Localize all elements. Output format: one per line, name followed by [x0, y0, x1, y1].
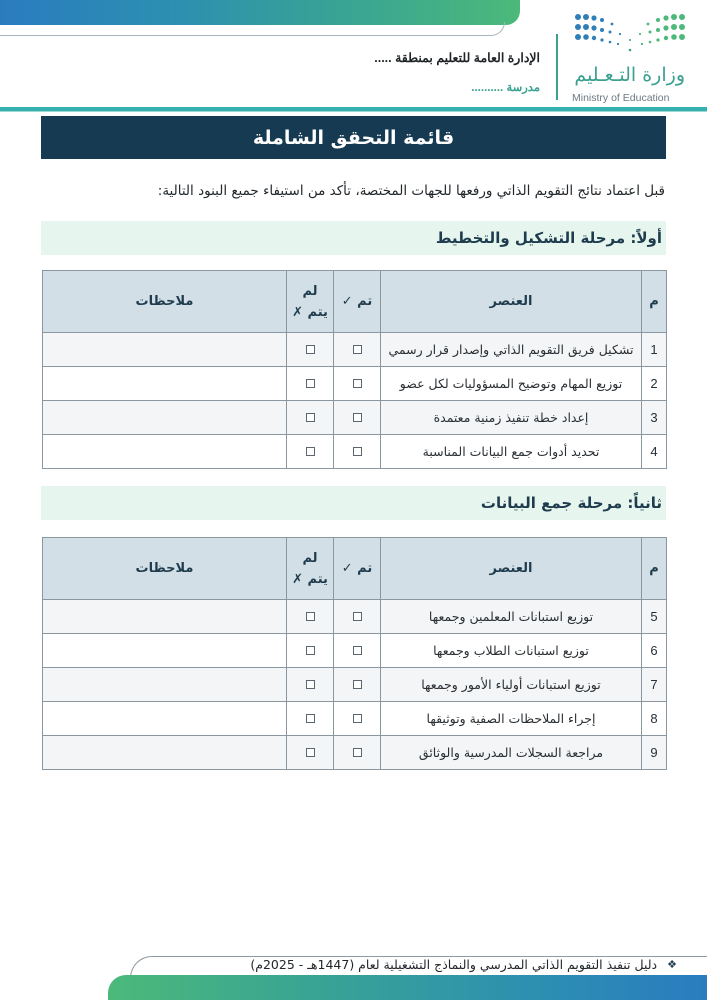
education-administration-label: الإدارة العامة للتعليم بمنطقة .....: [374, 51, 540, 65]
header-notes: ملاحظات: [43, 538, 287, 600]
done-checkbox[interactable]: [353, 646, 362, 655]
not-done-checkbox[interactable]: [306, 714, 315, 723]
not-done-checkbox[interactable]: [306, 379, 315, 388]
header-num: م: [642, 538, 667, 600]
done-checkbox[interactable]: [353, 447, 362, 456]
row-item: توزيع استبانات المعلمين وجمعها: [381, 600, 642, 634]
table-row: [43, 668, 667, 702]
not-done-checkbox[interactable]: [306, 646, 315, 655]
checklist-table-planning: [42, 270, 667, 469]
header-num: م: [642, 271, 667, 333]
footer-text: دليل تنفيذ التقويم الذاتي المدرسي والنماذج التشغيلية لعام (1447هـ - 2025م): [250, 957, 658, 972]
header-item: العنصر: [381, 271, 642, 333]
row-number: 8: [642, 702, 667, 736]
not-done-cell[interactable]: [287, 600, 334, 634]
header-not-done-line1: لم: [302, 550, 318, 566]
not-done-checkbox[interactable]: [306, 413, 315, 422]
done-checkbox[interactable]: [353, 379, 362, 388]
done-cell[interactable]: [334, 736, 381, 770]
row-number: 9: [642, 736, 667, 770]
row-item: مراجعة السجلات المدرسية والوثائق: [381, 736, 642, 770]
intro-paragraph: قبل اعتماد نتائج التقويم الذاتي ورفعها للجهات المختصة، تأكد من استيفاء جميع البنود التالية:: [157, 183, 665, 199]
table-row: [43, 600, 667, 634]
not-done-cell[interactable]: [287, 668, 334, 702]
notes-cell[interactable]: [43, 367, 287, 401]
done-cell[interactable]: [334, 702, 381, 736]
not-done-checkbox[interactable]: [306, 680, 315, 689]
notes-cell[interactable]: [43, 600, 287, 634]
not-done-cell[interactable]: [287, 333, 334, 367]
row-number: 2: [642, 367, 667, 401]
row-item: توزيع استبانات أولياء الأمور وجمعها: [381, 668, 642, 702]
notes-cell[interactable]: [43, 736, 287, 770]
not-done-checkbox[interactable]: [306, 447, 315, 456]
done-checkbox[interactable]: [353, 345, 362, 354]
page-title-text: قائمة التحقق الشاملة: [252, 126, 455, 149]
done-checkbox[interactable]: [353, 748, 362, 757]
bottom-gradient-band: [108, 975, 707, 1000]
row-number: 4: [642, 435, 667, 469]
notes-cell[interactable]: [43, 702, 287, 736]
row-item: توزيع المهام وتوضيح المسؤوليات لكل عضو: [381, 367, 642, 401]
not-done-cell[interactable]: [287, 736, 334, 770]
header-not-done-line2: يتم ✗: [292, 571, 328, 587]
header-not-done: [287, 271, 334, 333]
table-row: [43, 367, 667, 401]
done-cell[interactable]: [334, 367, 381, 401]
row-item: إجراء الملاحظات الصفية وتوثيقها: [381, 702, 642, 736]
top-swoosh-line: [0, 22, 505, 36]
table-row: [43, 736, 667, 770]
notes-cell[interactable]: [43, 401, 287, 435]
logo-arabic-text: وزارة التـعـليم: [574, 64, 685, 86]
row-number: 3: [642, 401, 667, 435]
table-row: [43, 702, 667, 736]
row-item: توزيع استبانات الطلاب وجمعها: [381, 634, 642, 668]
row-number: 5: [642, 600, 667, 634]
done-cell[interactable]: [334, 634, 381, 668]
school-name-label: مدرسة ..........: [471, 82, 540, 94]
not-done-cell[interactable]: [287, 367, 334, 401]
diamond-bullet-icon: ❖: [667, 958, 677, 971]
not-done-cell[interactable]: [287, 435, 334, 469]
done-checkbox[interactable]: [353, 413, 362, 422]
done-checkbox[interactable]: [353, 680, 362, 689]
header-not-done: [287, 538, 334, 600]
done-cell[interactable]: [334, 600, 381, 634]
not-done-cell[interactable]: [287, 702, 334, 736]
done-cell[interactable]: [334, 668, 381, 702]
table-row: [43, 333, 667, 367]
checklist-table-data-collection: [42, 537, 667, 770]
done-checkbox[interactable]: [353, 714, 362, 723]
logo-dots-icon: [572, 12, 688, 56]
page-title: [41, 116, 666, 159]
header-done: تم ✓: [334, 538, 381, 600]
header-not-done-line2: يتم ✗: [292, 304, 328, 320]
notes-cell[interactable]: [43, 435, 287, 469]
header-notes: ملاحظات: [43, 271, 287, 333]
not-done-checkbox[interactable]: [306, 345, 315, 354]
done-cell[interactable]: [334, 401, 381, 435]
section-heading-data-collection: [41, 486, 666, 520]
row-number: 7: [642, 668, 667, 702]
not-done-checkbox[interactable]: [306, 748, 315, 757]
row-number: 6: [642, 634, 667, 668]
row-number: 1: [642, 333, 667, 367]
ministry-logo: [568, 8, 693, 104]
not-done-cell[interactable]: [287, 634, 334, 668]
section-heading-planning: [41, 221, 666, 255]
row-item: تشكيل فريق التقويم الذاتي وإصدار قرار رسمي: [381, 333, 642, 367]
table-header-row: [43, 271, 667, 333]
section-heading-text: ثانياً: مرحلة جمع البيانات: [480, 494, 662, 512]
header-item: العنصر: [381, 538, 642, 600]
logo-english-text: Ministry of Education: [572, 92, 670, 104]
header-done: تم ✓: [334, 271, 381, 333]
footer: [250, 957, 677, 972]
notes-cell[interactable]: [43, 668, 287, 702]
done-cell[interactable]: [334, 435, 381, 469]
notes-cell[interactable]: [43, 634, 287, 668]
table-row: [43, 435, 667, 469]
header-not-done-line1: لم: [302, 283, 318, 299]
not-done-cell[interactable]: [287, 401, 334, 435]
header-divider-line: [0, 107, 707, 111]
not-done-checkbox[interactable]: [306, 612, 315, 621]
section-heading-text: أولاً: مرحلة التشكيل والتخطيط: [435, 229, 662, 247]
done-checkbox[interactable]: [353, 612, 362, 621]
row-item: إعداد خطة تنفيذ زمنية معتمدة: [381, 401, 642, 435]
table-row: [43, 401, 667, 435]
row-item: تحديد أدوات جمع البيانات المناسبة: [381, 435, 642, 469]
table-row: [43, 634, 667, 668]
header-vertical-divider: [556, 34, 558, 100]
table-header-row: [43, 538, 667, 600]
notes-cell[interactable]: [43, 333, 287, 367]
done-cell[interactable]: [334, 333, 381, 367]
